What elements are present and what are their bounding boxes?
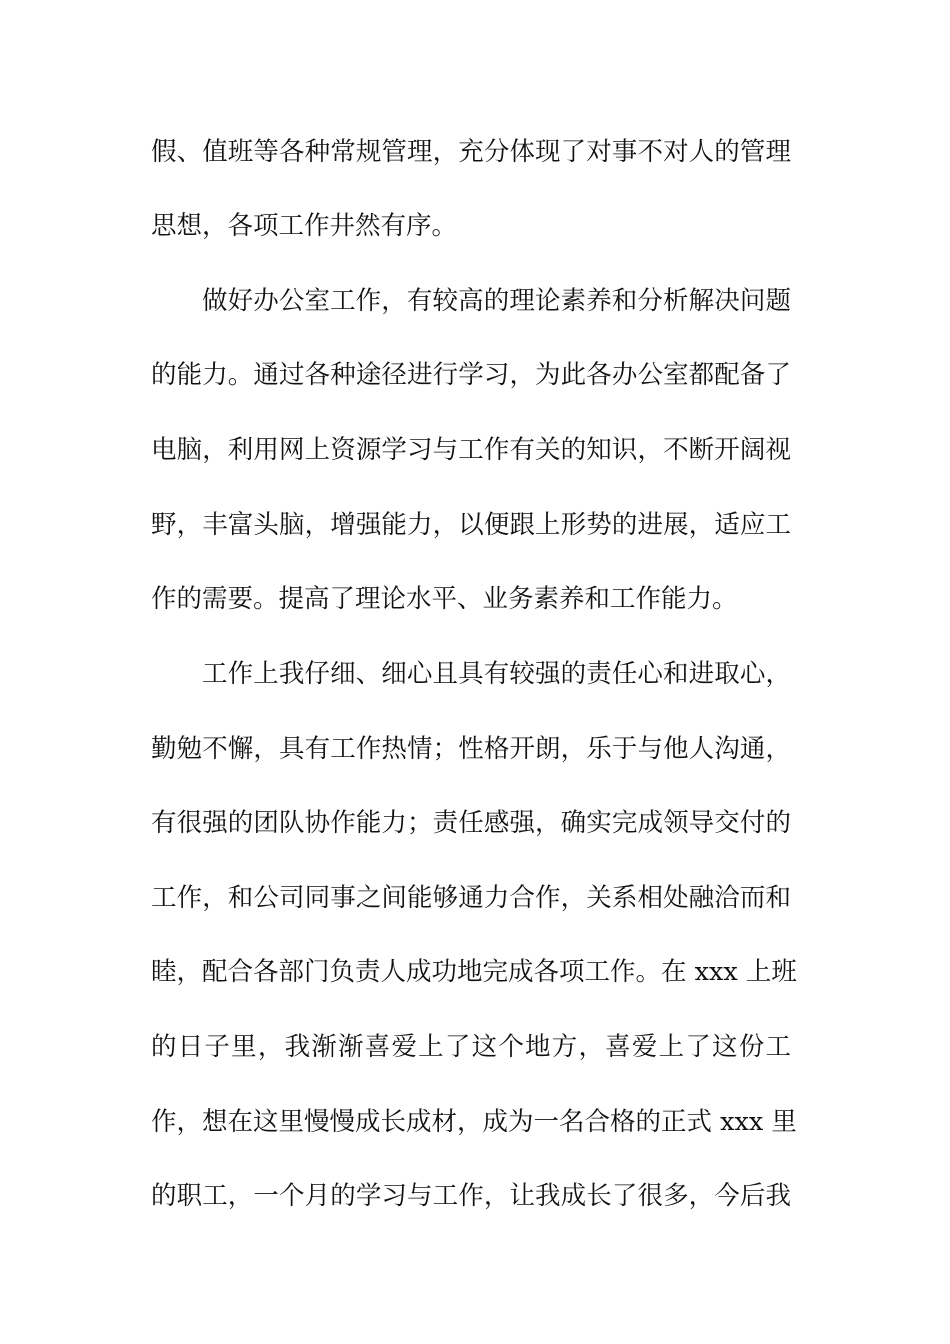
text-line: 睦，配合各部门负责人成功地完成各项工作。在 xxx 上班 (151, 957, 797, 987)
text-line: 野，丰富头脑，增强能力，以便跟上形势的进展，适应工 (151, 510, 791, 540)
text-line: 工作，和公司同事之间能够通力合作，关系相处融洽而和 (151, 883, 791, 913)
text-line: 做好办公室工作，有较高的理论素养和分析解决问题 (202, 286, 791, 316)
text-line: 思想，各项工作井然有序。 (151, 211, 458, 241)
text-line: 假、值班等各种常规管理，充分体现了对事不对人的管理 (151, 137, 791, 167)
text-line: 电脑，利用网上资源学习与工作有关的知识，不断开阔视 (151, 435, 791, 465)
text-line: 作的需要。提高了理论水平、业务素养和工作能力。 (151, 584, 738, 614)
text-line: 的能力。通过各种途径进行学习，为此各办公室都配备了 (151, 360, 791, 390)
text-line: 有很强的团队协作能力；责任感强，确实完成领导交付的 (151, 808, 791, 838)
text-line: 的日子里，我渐渐喜爱上了这个地方，喜爱上了这份工 (151, 1032, 791, 1062)
text-line: 作，想在这里慢慢成长成材，成为一名合格的正式 xxx 里 (151, 1107, 797, 1137)
text-line: 的职工，一个月的学习与工作，让我成长了很多，今后我 (151, 1181, 791, 1211)
text-line: 勤勉不懈，具有工作热情；性格开朗，乐于与他人沟通， (151, 734, 791, 764)
text-line: 工作上我仔细、细心且具有较强的责任心和进取心， (202, 659, 791, 689)
